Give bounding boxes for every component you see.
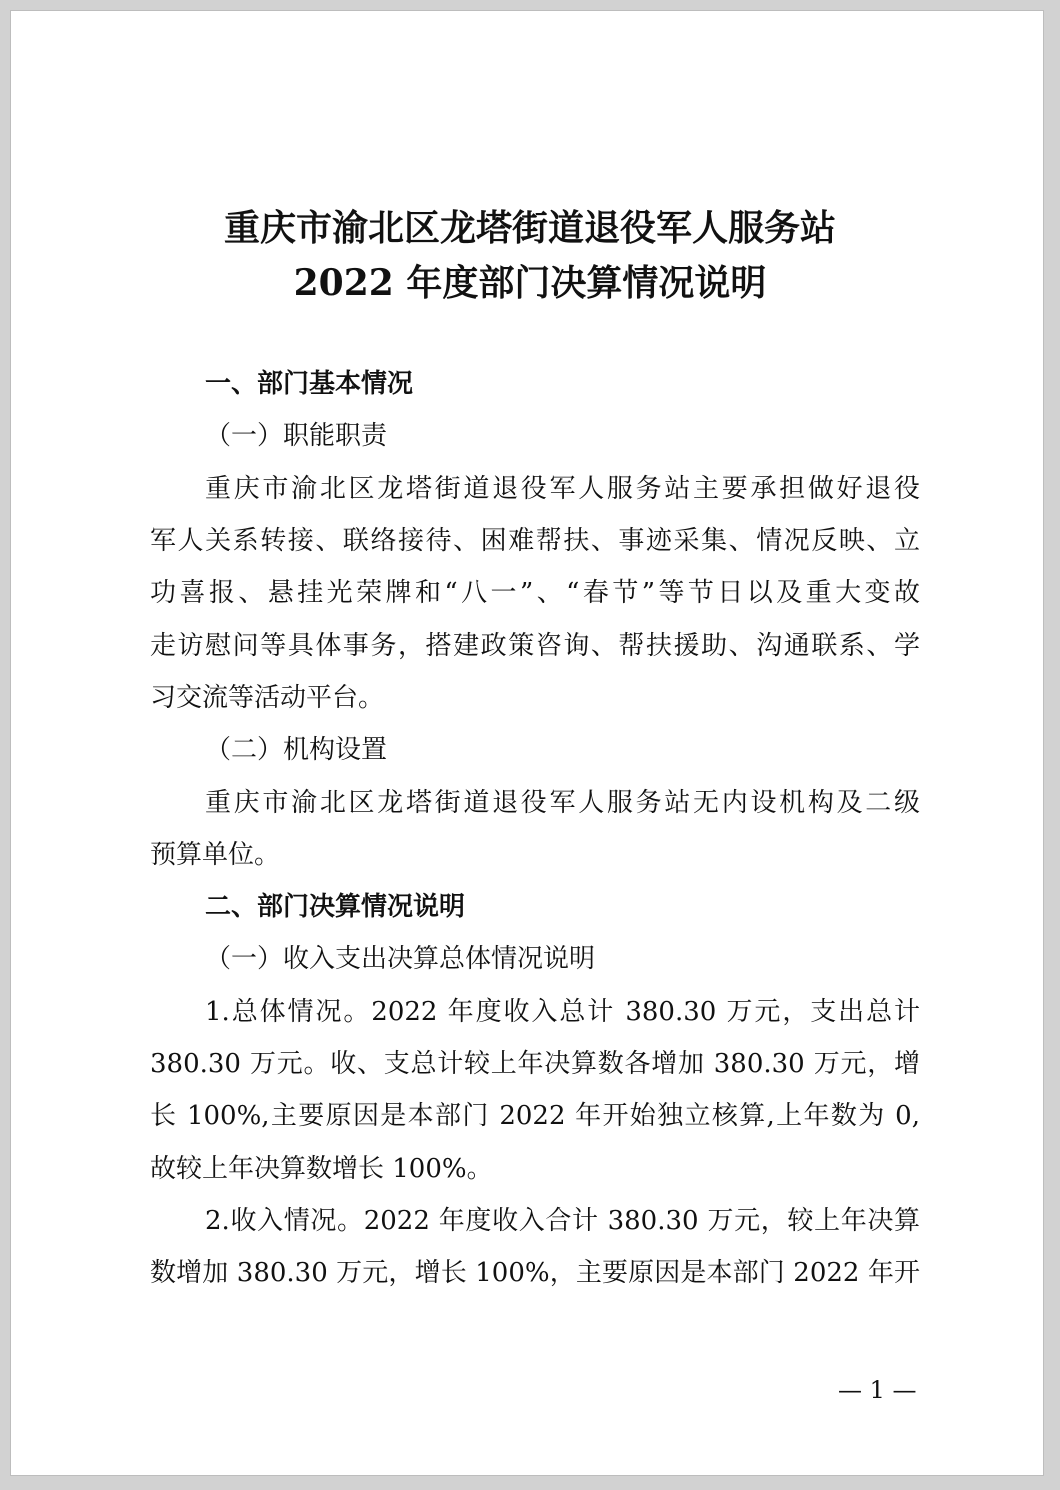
- subsection-heading-overview: （一）收入支出决算总体情况说明: [205, 944, 596, 974]
- document-title-line-2: 2022 年度部门决算情况说明: [293, 262, 767, 304]
- section-heading-2: 二、部门决算情况说明: [205, 892, 466, 922]
- paragraph-line: 2.收入情况。2022 年度收入合计 380.30 万元，较上年决算: [205, 1206, 920, 1236]
- subsection-heading-functions: （一）职能职责: [205, 421, 388, 451]
- paragraph-line: 重庆市渝北区龙塔街道退役军人服务站无内设机构及二级: [205, 788, 920, 818]
- paragraph-line: 重庆市渝北区龙塔街道退役军人服务站主要承担做好退役: [205, 474, 920, 504]
- paragraph-line: 走访慰问等具体事务，搭建政策咨询、帮扶援助、沟通联系、学: [150, 631, 920, 661]
- paragraph-line: 习交流等活动平台。: [150, 683, 385, 713]
- paragraph-line: 故较上年决算数增长 100%。: [150, 1154, 493, 1184]
- paragraph-line: 1.总体情况。2022 年度收入总计 380.30 万元，支出总计: [205, 997, 920, 1027]
- subsection-heading-organization: （二）机构设置: [205, 735, 388, 765]
- section-heading-1: 一、部门基本情况: [205, 369, 414, 399]
- page-number: — 1 —: [838, 1376, 917, 1404]
- paragraph-line: 预算单位。: [150, 840, 281, 870]
- paragraph-line: 军人关系转接、联络接待、困难帮扶、事迹采集、情况反映、立: [150, 526, 920, 556]
- paragraph-line: 长 100%,主要原因是本部门 2022 年开始独立核算,上年数为 0,: [150, 1101, 920, 1131]
- paragraph-line: 数增加 380.30 万元，增长 100%，主要原因是本部门 2022 年开: [150, 1258, 920, 1288]
- document-title-line-1: 重庆市渝北区龙塔街道退役军人服务站: [223, 207, 836, 249]
- paragraph-line: 功喜报、悬挂光荣牌和“八一”、“春节”等节日以及重大变故: [150, 578, 920, 608]
- paragraph-line: 380.30 万元。收、支总计较上年决算数各增加 380.30 万元，增: [150, 1049, 920, 1079]
